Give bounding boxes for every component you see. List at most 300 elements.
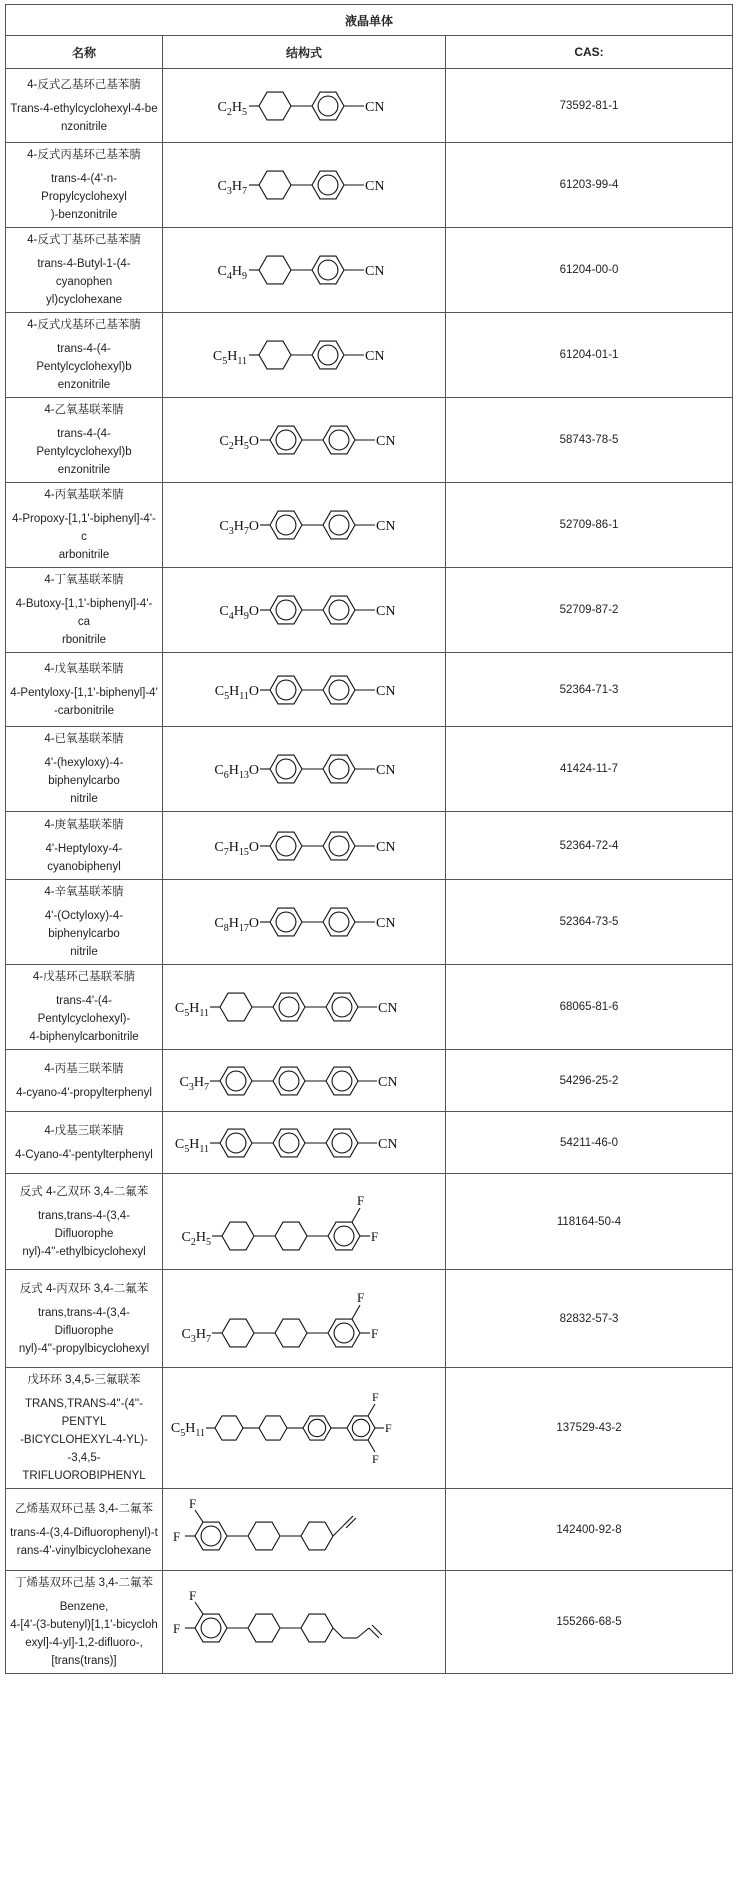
cyano-group: CN xyxy=(365,99,385,115)
formula-atom: C xyxy=(219,604,229,619)
formula-subscript: 13 xyxy=(238,770,249,781)
bond xyxy=(368,1440,375,1452)
fluorine-atom: F xyxy=(357,1192,365,1208)
aromatic-circle xyxy=(352,1419,369,1436)
cyano-group: CN xyxy=(378,1074,398,1090)
structure-cell xyxy=(163,228,446,313)
compound-name-english: 4-Cyano-4'-pentylterphenyl xyxy=(15,1148,153,1161)
formula-subscript: 7 xyxy=(242,186,247,197)
page xyxy=(5,4,732,1674)
structural-formula xyxy=(165,575,443,645)
fluorine-atom: F xyxy=(385,1421,392,1435)
formula-atom: H xyxy=(231,264,242,279)
formula-subscript: 2 xyxy=(226,106,232,118)
cas-number: 58743-78-5 xyxy=(446,398,733,483)
butenyl-bond xyxy=(357,1628,369,1638)
formula-atom: C xyxy=(217,264,227,279)
compound-name-chinese: 4-丁氧基联苯腈 xyxy=(44,574,124,586)
aromatic-circle xyxy=(276,515,296,535)
cas-number: 52364-73-5 xyxy=(446,880,733,965)
alkyl-formula xyxy=(219,434,259,452)
cyclohexane-ring xyxy=(259,92,291,120)
table-row xyxy=(6,313,733,398)
alkyl-formula xyxy=(182,1230,211,1248)
structure-cell xyxy=(163,1270,446,1368)
compound-name-english: trans-4-(3,4-Difluorophenyl)-t rans-4'-vinylbicyclohexane xyxy=(10,1526,158,1557)
column-header-name: 名称 xyxy=(6,36,163,69)
compound-name-english: trans-4-(4-Pentylcyclohexyl)b enzonitrile xyxy=(36,428,132,476)
cas-number: 54296-25-2 xyxy=(446,1050,733,1112)
cyclohexane-ring xyxy=(220,993,252,1021)
fluorine-atom: F xyxy=(173,1528,181,1544)
formula-atom: O xyxy=(248,434,259,449)
table-row xyxy=(6,1270,733,1368)
compound-name-cell xyxy=(6,313,163,398)
structure-cell xyxy=(163,965,446,1050)
table-row xyxy=(6,398,733,483)
compound-name-cell xyxy=(6,69,163,143)
cyclohexane-ring xyxy=(259,341,291,369)
formula-subscript: 5 xyxy=(224,690,230,702)
structural-formula xyxy=(165,887,443,957)
formula-atom: H xyxy=(193,1074,204,1090)
formula-subscript: 11 xyxy=(199,1008,209,1019)
formula-atom: C xyxy=(219,519,229,534)
compound-name-english: 4-Butoxy-[1,1'-biphenyl]-4'-ca rbonitrile xyxy=(15,598,153,646)
formula-atom: C xyxy=(219,434,229,449)
formula-subscript: 11 xyxy=(237,356,247,367)
cyclohexane-ring xyxy=(275,1222,307,1250)
structural-formula xyxy=(165,71,443,141)
alkyl-formula xyxy=(215,684,259,702)
alkyl-formula xyxy=(214,916,259,934)
compound-name-cell xyxy=(6,965,163,1050)
cas-number: 142400-92-8 xyxy=(446,1489,733,1571)
compound-name-english: 4'-Heptyloxy-4-cyanobiphenyl xyxy=(45,842,123,873)
formula-atom: C xyxy=(214,763,224,778)
cyano-group: CN xyxy=(365,264,385,279)
cas-number: 61204-00-0 xyxy=(446,228,733,313)
aromatic-circle xyxy=(332,1133,352,1153)
formula-atom: H xyxy=(228,839,239,855)
formula-subscript: 7 xyxy=(223,846,229,858)
formula-atom: H xyxy=(228,916,239,931)
formula-atom: C xyxy=(217,179,227,194)
compound-name-english: 4'-(hexyloxy)-4-biphenylcarbo nitrile xyxy=(44,757,124,805)
cas-number: 61204-01-1 xyxy=(446,313,733,398)
compound-name-english: 4'-(Octyloxy)-4-biphenylcarbo nitrile xyxy=(44,910,124,958)
compound-name-chinese: 4-辛氧基联苯腈 xyxy=(44,886,124,898)
table-row xyxy=(6,568,733,653)
formula-subscript: 4 xyxy=(226,271,232,282)
formula-atom: O xyxy=(248,839,259,855)
formula-subscript: 3 xyxy=(226,186,232,197)
aromatic-circle xyxy=(201,1526,221,1546)
table-row xyxy=(6,653,733,727)
structure-cell xyxy=(163,1368,446,1489)
table-row xyxy=(6,1368,733,1489)
table-row xyxy=(6,143,733,228)
cas-number: 155266-68-5 xyxy=(446,1571,733,1674)
cyano-group: CN xyxy=(365,349,385,364)
compound-name-english: trans,trans-4-(3,4-Difluorophe nyl)-4''-ethylbicyclohexyl xyxy=(22,1209,146,1258)
structure-cell xyxy=(163,143,446,228)
butenyl-bond xyxy=(333,1628,343,1638)
cyano-group: CN xyxy=(376,434,396,449)
formula-atom: H xyxy=(231,99,242,115)
aromatic-circle xyxy=(329,515,349,535)
table-row xyxy=(6,727,733,812)
formula-subscript: 5 xyxy=(180,1428,186,1439)
compound-name-english: Benzene, 4-[4'-(3-butenyl)[1,1'-bicycloh exyl]-4-yl]-1,2-difluoro-, [trans(trans)] xyxy=(10,1601,158,1667)
formula-subscript: 17 xyxy=(238,923,249,934)
aromatic-circle xyxy=(329,759,349,779)
formula-atom: H xyxy=(227,349,238,364)
cyano-group: CN xyxy=(376,916,396,931)
compound-name-chinese: 4-反式戊基环己基苯腈 xyxy=(27,319,141,331)
alkyl-formula xyxy=(175,1001,209,1019)
aromatic-circle xyxy=(329,600,349,620)
structure-cell xyxy=(163,727,446,812)
cyclohexane-ring xyxy=(215,1416,243,1440)
fluorine-atom: F xyxy=(372,1390,379,1404)
compound-name-english: trans-4-Butyl-1-(4-cyanophen yl)cyclohexane xyxy=(37,258,131,306)
compound-name-cell xyxy=(6,812,163,880)
formula-atom: H xyxy=(195,1326,206,1342)
compound-name-cell xyxy=(6,1112,163,1174)
aromatic-circle xyxy=(276,759,296,779)
formula-atom: O xyxy=(248,916,259,931)
alkyl-formula xyxy=(219,604,259,622)
formula-subscript: 3 xyxy=(228,526,234,537)
formula-subscript: 11 xyxy=(195,1428,205,1439)
cas-number: 137529-43-2 xyxy=(446,1368,733,1489)
cyano-group: CN xyxy=(376,763,396,778)
bond xyxy=(352,1305,360,1319)
formula-atom: C xyxy=(181,1229,191,1245)
cyano-group: CN xyxy=(365,179,385,194)
cyano-group: CN xyxy=(376,604,396,619)
aromatic-circle xyxy=(201,1618,221,1638)
structural-formula xyxy=(165,1381,443,1475)
table-row xyxy=(6,1112,733,1174)
cyclohexane-ring xyxy=(222,1222,254,1250)
structural-formula xyxy=(165,1491,443,1569)
compound-name-english: trans,trans-4-(3,4-Difluorophe nyl)-4''-propylbicyclohexyl xyxy=(18,1306,150,1355)
cas-number: 52364-71-3 xyxy=(446,653,733,727)
aromatic-circle xyxy=(276,600,296,620)
table-title: 液晶单体 xyxy=(6,5,733,36)
formula-subscript: 5 xyxy=(222,356,228,367)
aromatic-circle xyxy=(276,430,296,450)
formula-atom: C xyxy=(179,1074,189,1090)
formula-atom: C xyxy=(181,1326,191,1342)
alkyl-formula xyxy=(175,1137,209,1155)
butenyl-double-bond xyxy=(372,1625,382,1635)
compound-name-cell xyxy=(6,1368,163,1489)
structural-formula xyxy=(165,1576,443,1668)
structure-cell xyxy=(163,313,446,398)
formula-atom: H xyxy=(189,1136,200,1152)
formula-subscript: 6 xyxy=(223,770,229,781)
compound-name-chinese: 4-反式丁基环己基苯腈 xyxy=(27,234,141,246)
table-row xyxy=(6,1050,733,1112)
column-header-structure: 结构式 xyxy=(163,36,446,69)
compound-name-cell xyxy=(6,398,163,483)
fluorine-atom: F xyxy=(189,1588,197,1603)
structural-formula xyxy=(165,490,443,560)
table-row xyxy=(6,483,733,568)
vinyl-double-bond xyxy=(346,1518,356,1528)
fluorine-atom: F xyxy=(189,1495,197,1511)
compound-name-english: trans-4-(4-Pentylcyclohexyl)b enzonitrile xyxy=(36,343,132,391)
compound-name-english: 4-Pentyloxy-[1,1'-biphenyl]-4' -carbonitrile xyxy=(10,686,158,717)
formula-atom: O xyxy=(248,604,259,619)
formula-atom: C xyxy=(214,916,224,931)
structure-cell xyxy=(163,69,446,143)
cas-number: 52709-86-1 xyxy=(446,483,733,568)
aromatic-circle xyxy=(334,1323,354,1343)
cas-number: 73592-81-1 xyxy=(446,69,733,143)
formula-atom: H xyxy=(195,1229,206,1245)
compound-name-chinese: 4-乙氧基联苯腈 xyxy=(44,404,124,416)
alkyl-formula xyxy=(214,840,259,858)
aromatic-circle xyxy=(276,912,296,932)
cyclohexane-ring xyxy=(301,1522,333,1550)
aromatic-circle xyxy=(279,1071,299,1091)
compound-name-chinese: 4-戊基环己基联苯腈 xyxy=(32,971,136,983)
structural-formula xyxy=(165,1052,443,1110)
structural-formula xyxy=(165,814,443,878)
table-row xyxy=(6,1571,733,1674)
aromatic-circle xyxy=(332,997,352,1017)
formula-subscript: 3 xyxy=(188,1081,194,1093)
table-row xyxy=(6,1174,733,1270)
cyclohexane-ring xyxy=(259,256,291,284)
table-row xyxy=(6,880,733,965)
formula-subscript: 8 xyxy=(223,923,229,934)
cyclohexane-ring xyxy=(301,1614,333,1642)
butenyl-double-bond xyxy=(369,1628,379,1638)
cyclohexane-ring xyxy=(222,1319,254,1347)
structure-cell xyxy=(163,1174,446,1270)
formula-subscript: 5 xyxy=(242,106,247,118)
aromatic-circle xyxy=(332,1071,352,1091)
fluorine-atom: F xyxy=(371,1325,379,1341)
alkyl-formula xyxy=(213,349,247,367)
vinyl-double-bond xyxy=(343,1516,353,1526)
compound-name-chinese: 戊环环 3,4,5-三氟联苯 xyxy=(27,1374,141,1386)
formula-atom: O xyxy=(248,763,259,778)
formula-atom: O xyxy=(248,683,259,699)
compound-name-chinese: 4-丙氧基联苯腈 xyxy=(44,489,124,501)
compound-name-chinese: 4-丙基三联苯腈 xyxy=(44,1062,124,1075)
cas-number: 52364-72-4 xyxy=(446,812,733,880)
compound-name-cell xyxy=(6,1489,163,1571)
cas-number: 118164-50-4 xyxy=(446,1174,733,1270)
compound-name-cell xyxy=(6,1050,163,1112)
cas-number: 61203-99-4 xyxy=(446,143,733,228)
structure-cell xyxy=(163,653,446,727)
structural-formula xyxy=(165,235,443,305)
cyano-group: CN xyxy=(378,1001,398,1016)
cyano-group: CN xyxy=(376,683,396,699)
aromatic-circle xyxy=(334,1226,354,1246)
alkyl-formula xyxy=(218,179,247,197)
compound-name-chinese: 4-戊氧基联苯腈 xyxy=(44,662,124,675)
formula-atom: H xyxy=(185,1421,196,1436)
formula-atom: H xyxy=(228,763,239,778)
cyclohexane-ring xyxy=(275,1319,307,1347)
structure-cell xyxy=(163,812,446,880)
aromatic-circle xyxy=(329,836,349,856)
formula-atom: O xyxy=(248,519,259,534)
formula-subscript: 15 xyxy=(238,846,249,858)
formula-atom: H xyxy=(233,519,244,534)
compound-name-chinese: 丁烯基双环己基 3,4-二氟苯 xyxy=(14,1577,153,1589)
formula-atom: H xyxy=(233,434,244,449)
formula-subscript: 7 xyxy=(243,526,249,537)
bond xyxy=(195,1510,203,1522)
vinyl-bond xyxy=(333,1526,343,1536)
structure-cell xyxy=(163,568,446,653)
structure-cell xyxy=(163,1489,446,1571)
formula-subscript: 9 xyxy=(243,611,249,622)
compound-name-chinese: 4-反式丙基环己基苯腈 xyxy=(27,149,141,161)
aromatic-circle xyxy=(226,1133,246,1153)
cas-number: 68065-81-6 xyxy=(446,965,733,1050)
formula-subscript: 4 xyxy=(228,611,234,622)
structure-cell xyxy=(163,398,446,483)
column-header-cas: CAS: xyxy=(446,36,733,69)
structural-formula xyxy=(165,405,443,475)
formula-atom: C xyxy=(217,99,227,115)
aromatic-circle xyxy=(308,1419,325,1436)
cyclohexane-ring xyxy=(259,1416,287,1440)
fluorine-atom: F xyxy=(372,1452,379,1466)
cyano-group: CN xyxy=(376,839,396,855)
fluorine-atom: F xyxy=(173,1621,181,1636)
formula-subscript: 9 xyxy=(242,271,247,282)
formula-atom: C xyxy=(212,349,223,364)
table-row xyxy=(6,228,733,313)
compound-name-english: 4-Propoxy-[1,1'-biphenyl]-4'-c arbonitrile xyxy=(12,513,156,561)
aromatic-circle xyxy=(276,680,296,700)
bond xyxy=(368,1404,375,1416)
formula-subscript: 11 xyxy=(199,1143,209,1155)
formula-subscript: 5 xyxy=(184,1008,190,1019)
alkyl-formula xyxy=(180,1075,209,1093)
table-row xyxy=(6,69,733,143)
compound-name-chinese: 4-已氧基联苯腈 xyxy=(44,733,124,745)
compound-name-cell xyxy=(6,727,163,812)
formula-subscript: 11 xyxy=(239,690,249,702)
compound-name-english: 4-cyano-4'-propylterphenyl xyxy=(16,1086,152,1099)
cyano-group: CN xyxy=(376,519,396,534)
cas-number: 82832-57-3 xyxy=(446,1270,733,1368)
compound-name-english: trans-4-(4'-n-Propylcyclohexyl )-benzonitrile xyxy=(41,173,127,221)
formula-subscript: 5 xyxy=(243,441,249,452)
structural-formula xyxy=(165,655,443,725)
alkyl-formula xyxy=(171,1421,205,1439)
structure-cell xyxy=(163,483,446,568)
structural-formula xyxy=(165,972,443,1042)
formula-subscript: 2 xyxy=(228,441,234,452)
compound-name-chinese: 4-戊基三联苯腈 xyxy=(44,1124,124,1137)
fluorine-atom: F xyxy=(371,1228,379,1244)
alkyl-formula xyxy=(219,519,259,537)
aromatic-circle xyxy=(318,175,338,195)
alkyl-formula xyxy=(214,763,259,781)
compound-name-cell xyxy=(6,653,163,727)
structure-cell xyxy=(163,1112,446,1174)
cyclohexane-ring xyxy=(259,171,291,199)
table-row xyxy=(6,812,733,880)
compound-name-chinese: 4-反式乙基环己基苯腈 xyxy=(27,78,141,91)
formula-atom: H xyxy=(231,179,242,194)
liquid-crystal-monomer-table xyxy=(5,4,733,1674)
compound-name-cell xyxy=(6,1270,163,1368)
bond xyxy=(352,1208,360,1222)
compound-name-cell xyxy=(6,568,163,653)
structural-formula xyxy=(165,149,443,221)
structural-formula xyxy=(165,1176,443,1268)
structure-cell xyxy=(163,880,446,965)
compound-name-cell xyxy=(6,228,163,313)
aromatic-circle xyxy=(279,997,299,1017)
formula-atom: H xyxy=(189,1001,200,1016)
cyano-group: CN xyxy=(378,1136,398,1152)
compound-name-chinese: 4-庚氧基联苯腈 xyxy=(44,818,124,831)
formula-atom: C xyxy=(170,1421,181,1436)
formula-subscript: 5 xyxy=(184,1143,190,1155)
aromatic-circle xyxy=(226,1071,246,1091)
bond xyxy=(195,1602,203,1614)
formula-atom: C xyxy=(214,839,224,855)
aromatic-circle xyxy=(329,912,349,932)
structural-formula xyxy=(165,320,443,390)
formula-atom: H xyxy=(229,683,240,699)
cas-number: 41424-11-7 xyxy=(446,727,733,812)
formula-subscript: 2 xyxy=(190,1236,196,1248)
structural-formula xyxy=(165,734,443,804)
compound-name-english: TRANS,TRANS-4''-(4''-PENTYL -BICYCLOHEXYL-4-YL)--3,4,5- TRIFLUOROBIPHENYL xyxy=(20,1398,148,1482)
alkyl-formula xyxy=(218,264,247,282)
compound-name-cell xyxy=(6,483,163,568)
table-row xyxy=(6,965,733,1050)
aromatic-circle xyxy=(329,430,349,450)
cas-number: 54211-46-0 xyxy=(446,1112,733,1174)
structure-cell xyxy=(163,1050,446,1112)
formula-subscript: 7 xyxy=(206,1333,211,1345)
compound-name-chinese: 反式 4-乙双环 3,4-二氟苯 xyxy=(19,1185,149,1198)
compound-name-cell xyxy=(6,880,163,965)
alkyl-formula xyxy=(218,100,247,118)
fluorine-atom: F xyxy=(357,1289,365,1305)
cas-number: 52709-87-2 xyxy=(446,568,733,653)
aromatic-circle xyxy=(318,260,338,280)
formula-subscript: 5 xyxy=(206,1236,211,1248)
compound-name-cell xyxy=(6,143,163,228)
formula-atom: C xyxy=(174,1136,185,1152)
aromatic-circle xyxy=(318,96,338,116)
compound-name-cell xyxy=(6,1571,163,1674)
aromatic-circle xyxy=(276,836,296,856)
formula-atom: C xyxy=(174,1001,185,1016)
compound-name-english: Trans-4-ethylcyclohexyl-4-be nzonitrile xyxy=(10,102,158,133)
formula-atom: H xyxy=(233,604,244,619)
compound-name-chinese: 乙烯基双环己基 3,4-二氟苯 xyxy=(14,1502,153,1515)
